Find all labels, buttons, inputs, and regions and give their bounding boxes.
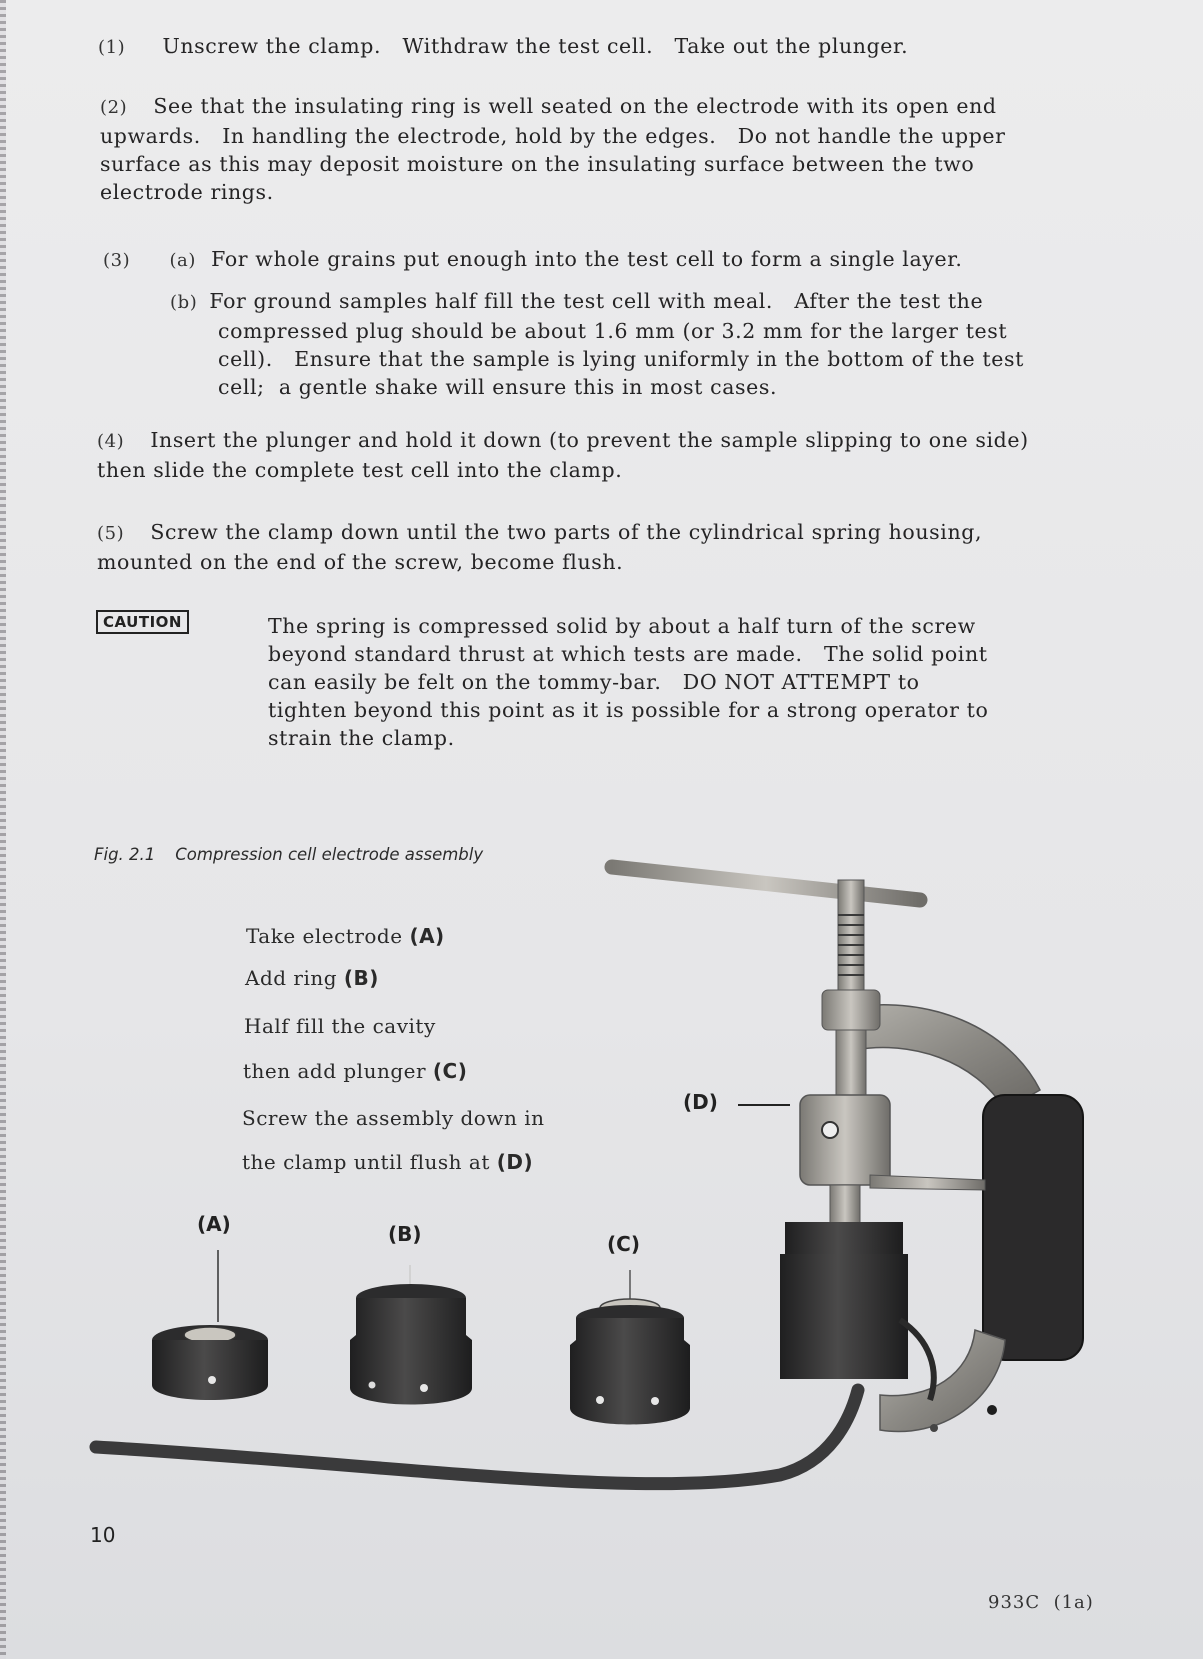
clamp-screw-hole (987, 1405, 997, 1415)
figure-step-6 (242, 1150, 533, 1174)
step-2-line-3: surface as this may deposit moisture on the insulating surface between the two (100, 152, 975, 176)
step-5-number: (5) (97, 523, 125, 544)
lower-thread (836, 1030, 866, 1095)
figure-step-4 (243, 1059, 467, 1083)
step-3b-line-1: For ground samples half fill the test cell with meal. After the test the (209, 289, 984, 313)
figure-step-4-label: (C) (432, 1059, 468, 1083)
figure-step-2-label: (B) (343, 966, 379, 990)
caution-label: CAUTION (96, 610, 189, 634)
figure-step-5 (242, 1106, 544, 1130)
step-4-number: (4) (97, 431, 125, 452)
step-1-text: Unscrew the clamp. Withdraw the test cell. Take out the plunger. (162, 34, 909, 58)
thread-lines (838, 915, 864, 975)
ring-hole-right (420, 1384, 428, 1392)
caution-line-3: can easily be felt on the tommy-bar. DO NOT ATTEMPT to (268, 670, 920, 694)
step-1-number: (1) (98, 37, 126, 58)
cable (96, 1390, 858, 1484)
cell-c-body (570, 1318, 690, 1425)
step-3a-text: For whole grains put enough into the test cell to form a single layer. (211, 247, 963, 271)
step-2-line-1: See that the insulating ring is well seated on the electrode with its open end (153, 94, 997, 118)
step-3a-label: (a) (169, 250, 197, 271)
ring-body (350, 1298, 472, 1405)
screw-nut (822, 990, 880, 1030)
figure-step-3 (244, 1014, 436, 1038)
step-5-line-1: Screw the clamp down until the two parts of the cylindrical spring housing, (150, 520, 983, 544)
figure-step-1-label: (A) (409, 924, 445, 948)
step-5-line-2: mounted on the end of the screw, become flush. (97, 550, 624, 574)
clamped-cell-body (780, 1254, 908, 1379)
caution-line-4: tighten beyond this point as it is possible for a strong operator to (268, 698, 989, 722)
clamp-rivet (930, 1424, 938, 1432)
figure-step-2-text: Add ring (245, 966, 344, 990)
housing-stem (830, 1185, 860, 1225)
step-3b-line-3: cell). Ensure that the sample is lying uniformly in the bottom of the test (218, 347, 1024, 371)
tommy-bar (612, 867, 920, 900)
step-4-line-2: then slide the complete test cell into the clamp. (97, 458, 623, 482)
part-label-a: (A) (197, 1212, 231, 1236)
figure-step-1 (246, 924, 445, 948)
step-3b-line-4: cell; a gentle shake will ensure this in most cases. (218, 375, 778, 399)
figure-step-5-text: Screw the assembly down in (242, 1106, 545, 1130)
cell-c-hole-right (651, 1397, 659, 1405)
part-label-d: (D) (683, 1090, 718, 1114)
housing-screw (822, 1122, 838, 1138)
electrode-hole (208, 1376, 216, 1384)
step-4-line-1: Insert the plunger and hold it down (to prevent the sample slipping to one side) (150, 428, 1029, 452)
figure-step-2 (245, 966, 379, 990)
caution-line-2: beyond standard thrust at which tests are made. The solid point (268, 642, 988, 666)
figure-step-6-label: (D) (496, 1150, 534, 1174)
cell-c-hole-left (596, 1396, 604, 1404)
spring-housing (800, 1095, 890, 1185)
page-number: 10 (90, 1523, 116, 1547)
step-3b-label: (b) (170, 292, 198, 313)
part-label-c: (C) (607, 1232, 640, 1256)
step-2-number: (2) (100, 97, 128, 118)
figure-step-1-text: Take electrode (246, 924, 410, 948)
figure-step-6-text: the clamp until flush at (242, 1150, 497, 1174)
clamp-handle-grip (983, 1095, 1083, 1360)
part-label-b: (B) (388, 1222, 422, 1246)
step-2-line-4: electrode rings. (100, 180, 274, 204)
clamped-cell-top (785, 1222, 903, 1254)
caution-line-5: strain the clamp. (268, 726, 455, 750)
step-3-number: (3) (103, 250, 131, 271)
side-rod (870, 1175, 985, 1190)
caution-line-1: The spring is compressed solid by about a half turn of the screw (268, 614, 976, 638)
document-code: 933C (1a) (988, 1592, 1094, 1613)
step-2-line-2: upwards. In handling the electrode, hold by the edges. Do not handle the upper (100, 124, 1006, 148)
figure-step-4-text: then add plunger (243, 1059, 433, 1083)
figure-step-3-text: Half fill the cavity (244, 1014, 436, 1038)
step-3b-line-2: compressed plug should be about 1.6 mm (or 3.2 mm for the larger test (218, 319, 1008, 343)
ring-hole-left (369, 1382, 376, 1389)
electrode-body (152, 1340, 268, 1400)
figure-title: Compression cell electrode assembly (175, 845, 484, 864)
figure-number: Fig. 2.1 (94, 845, 156, 864)
